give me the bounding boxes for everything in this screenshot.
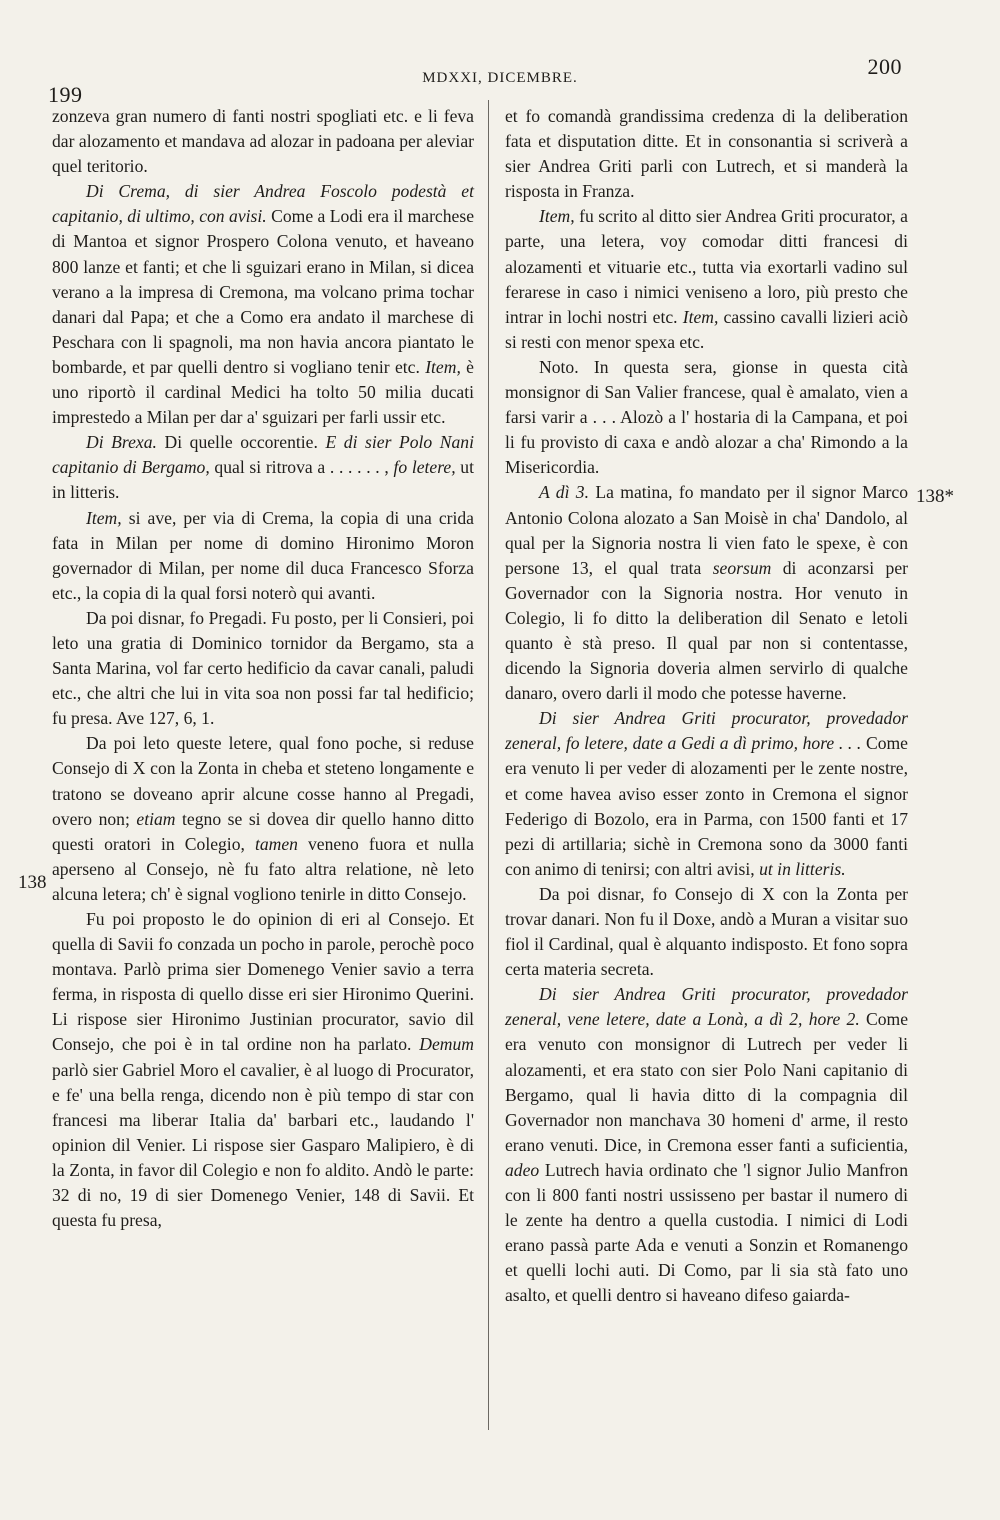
- paragraph: Fu poi proposto le do opinion di eri al Consejo. Et quella di Savii fo conzada un pocho in parole, perochè poco montava. Parlò prima sier Domenego Venier savio a terra ferma, in risposta di quello disse eri sier Hironimo Querini. Li rispose sier Hironimo Justinian procurator, savio dil Consejo, che poi è in tal ordine non ha parlato. Demum parlò sier Gabriel Moro el cavalier, è al luogo di Procurator, e fe' una bella renga, dicendo non è più tempo di star con francesi ma liberar Italia da' barbari etc., laudando l' opinion dil Venier. Li rispose sier Gasparo Malipiero, è di la Zonta, in favor dil Colegio e non fo aldito. Andò le parte: 32 di no, 19 di sier Domenego Venier, 148 di Savii. Et questa fu presa,: [52, 909, 474, 1231]
- page-number-right: 200: [867, 54, 902, 79]
- paragraph: Item, si ave, per via di Crema, la copia di una crida fata in Milan per nome di domino Hironimo Moron governador di Milan, per nome dil duca Francesco Sforza etc., la copia di la qual forsi noterò qui avanti.: [52, 507, 474, 603]
- column-divider: [488, 100, 489, 1430]
- letter-heading: Di sier Andrea Griti procurator, provedador zeneral, vene letere, date a Lonà, a dì 2, hore 2.: [505, 984, 908, 1030]
- margin-note-right: 138*: [916, 486, 954, 507]
- date-heading: A dì 3.: [539, 482, 590, 503]
- paragraph: Di sier Andrea Griti procurator, provedador zeneral, vene letere, date a Lonà, a dì 2, hore 2. Come era venuto con monsignor di Lutrech per veder li alozamenti, et era stato con sier Polo Nani capitanio di Bergamo, qual li havia ditto di la compagnia dil Governador non manchava 30 homeni d' arme, il resto erano venuti. Dice, in Cremona esser fanti a suficientia, adeo Lutrech havia ordinato che 'l signor Julio Manfron con li 800 fanti nostri ussisseno per bastar il numero di le zente ha dentro a quella custodia. I nimici di Lodi erano passà parte Ada e venuti a Sonzin et Romanengo et quelli lochi auti. Di Como, par li sia stà fato uno asalto, et quelli dentro si haveano difeso gaiarda-: [505, 984, 908, 1306]
- paragraph: Da poi disnar, fo Pregadi. Fu posto, per li Consieri, poi leto una gratia di Dominico tornidor da Bergamo, sta a Santa Marina, vol far certo hedificio da cavar canali, paludi etc., che altri che lui in vita soa non possi far tal hedificio; fu presa. Ave 127, 6, 1.: [52, 607, 474, 729]
- paragraph: Da poi disnar, fo Consejo di X con la Zonta per trovar danari. Non fu il Doxe, andò a Muran a visitar suo fiol il Cardinal, qual è alquanto indisposto. Et fono sopra certa materia secreta.: [505, 883, 908, 980]
- left-column: [52, 104, 474, 1233]
- paragraph: Da poi leto queste letere, qual fono poche, si reduse Consejo di X con la Zonta in cheba et steteno longamente e tratono se doveano aprir alcune cosse hanno al Pregadi, overo non; etiam tegno se si dovea dir quello hanno ditto questi oratori in Colegio, tamen veneno fuora et nulla aperseno al Consejo, nè fu fato altra relatione, nè leto alcuna letera; ch' è signal vogliono tenirle in ditto Consejo.: [52, 733, 474, 904]
- paragraph: zonzeva gran numero di fanti nostri spogliati etc. e li feva dar alozamento et mandava ad alozar in padoana per aleviar quel teritorio.: [52, 106, 474, 177]
- letter-heading: E di sier Polo Nani capitanio di Bergamo,: [52, 432, 474, 478]
- paragraph: Item, fu scrito al ditto sier Andrea Griti procurator, a parte, una letera, voy comodar ditti francesi di alozamenti et vituarie etc., tutta via exortarli vadino sul ferarese in caso i nimici veniseno a loro, più presto che intrar in lochi nostri etc. Item, cassino cavalli lizieri aciò si resti con menor spexa etc.: [505, 206, 909, 352]
- margin-note-left: 138: [18, 872, 47, 893]
- paragraph: Di Brexa. Di quelle occorentie. E di sier Polo Nani capitanio di Bergamo, qual si ritrova a . . . . . . , fo letere, ut in litteris.: [52, 432, 474, 503]
- paragraph: Di Crema, di sier Andrea Foscolo podestà et capitanio, di ultimo, con avisi. Come a Lodi era il marchese di Mantoa et signor Prospero Colona venuto, et haveano 800 lanze et fanti; et che li sguizari erano in Milan, si dicea verano a la impresa di Cremona, ma volcano prima tochar danari dal Papa; et che a Como era andato il marchese di Peschara con li spagnoli, ma non havia ancora piantato le bombarde, et par quelli dentro si vogliano tenir etc. Item, è uno riportò il cardinal Medici ha tolto 50 milia ducati imprestedo a Milan per dar a' sguizari per farli ussir etc.: [52, 181, 474, 428]
- paragraph: Di sier Andrea Griti procurator, provedador zeneral, fo letere, date a Gedi a dì primo, hore . . . Come era venuto li per veder di alozamenti per le zente nostre, et come havea aviso esser zonto in Cremona el signor Federigo di Bozolo, era in Parma, con 1500 fanti et 17 pezi di artillaria; sichè in Cremona sono da 3000 fanti con animo di tenirsi; con altri avisi, ut in litteris.: [505, 708, 908, 879]
- paragraph: A dì 3. La matina, fo mandato per il signor Marco Antonio Colona alozato a San Moisè in cha' Dandolo, al qual per la Signoria nostra li vien fato le spexe, è con persone 13, el qual trata seorsum di aconzarsi per Governador con la Signoria nostra. Hor venuto in Colegio, li fo ditto la deliberation dil Senato e letoli quanto è stà preso. Il qual par non si contentasse, dicendo la Signoria doveria almen servirlo di qualche danaro, overo darli il modo che potesse haverne.: [505, 482, 909, 704]
- letter-heading: Di Crema, di sier Andrea Foscolo podestà et capitanio, di ultimo, con avisi.: [52, 181, 474, 227]
- right-column: [505, 104, 908, 1309]
- page-number-left: 199: [48, 82, 83, 107]
- paragraph: Noto. In questa sera, gionse in questa cità monsignor di San Valier francese, qual è amalato, vien a farsi varir a . . . Alozò a l' hostaria di la Campana, et poi li fu provisto di caxa e andò alozar a cha' Rimondo a la Misericordia.: [505, 356, 908, 478]
- letter-heading: Di sier Andrea Griti procurator, provedador zeneral, fo letere, date a Gedi a dì primo, hore . . .: [505, 708, 908, 754]
- paragraph: et fo comandà grandissima credenza di la deliberation fata et disputation ditte. Et in consonantia si scriverà a sier Andrea Griti parli con Lutrech, et si manderà la risposta in Franza.: [505, 106, 908, 202]
- running-title: MDXXI, DICEMBRE.: [422, 70, 578, 86]
- letter-heading: Di Brexa.: [86, 432, 157, 453]
